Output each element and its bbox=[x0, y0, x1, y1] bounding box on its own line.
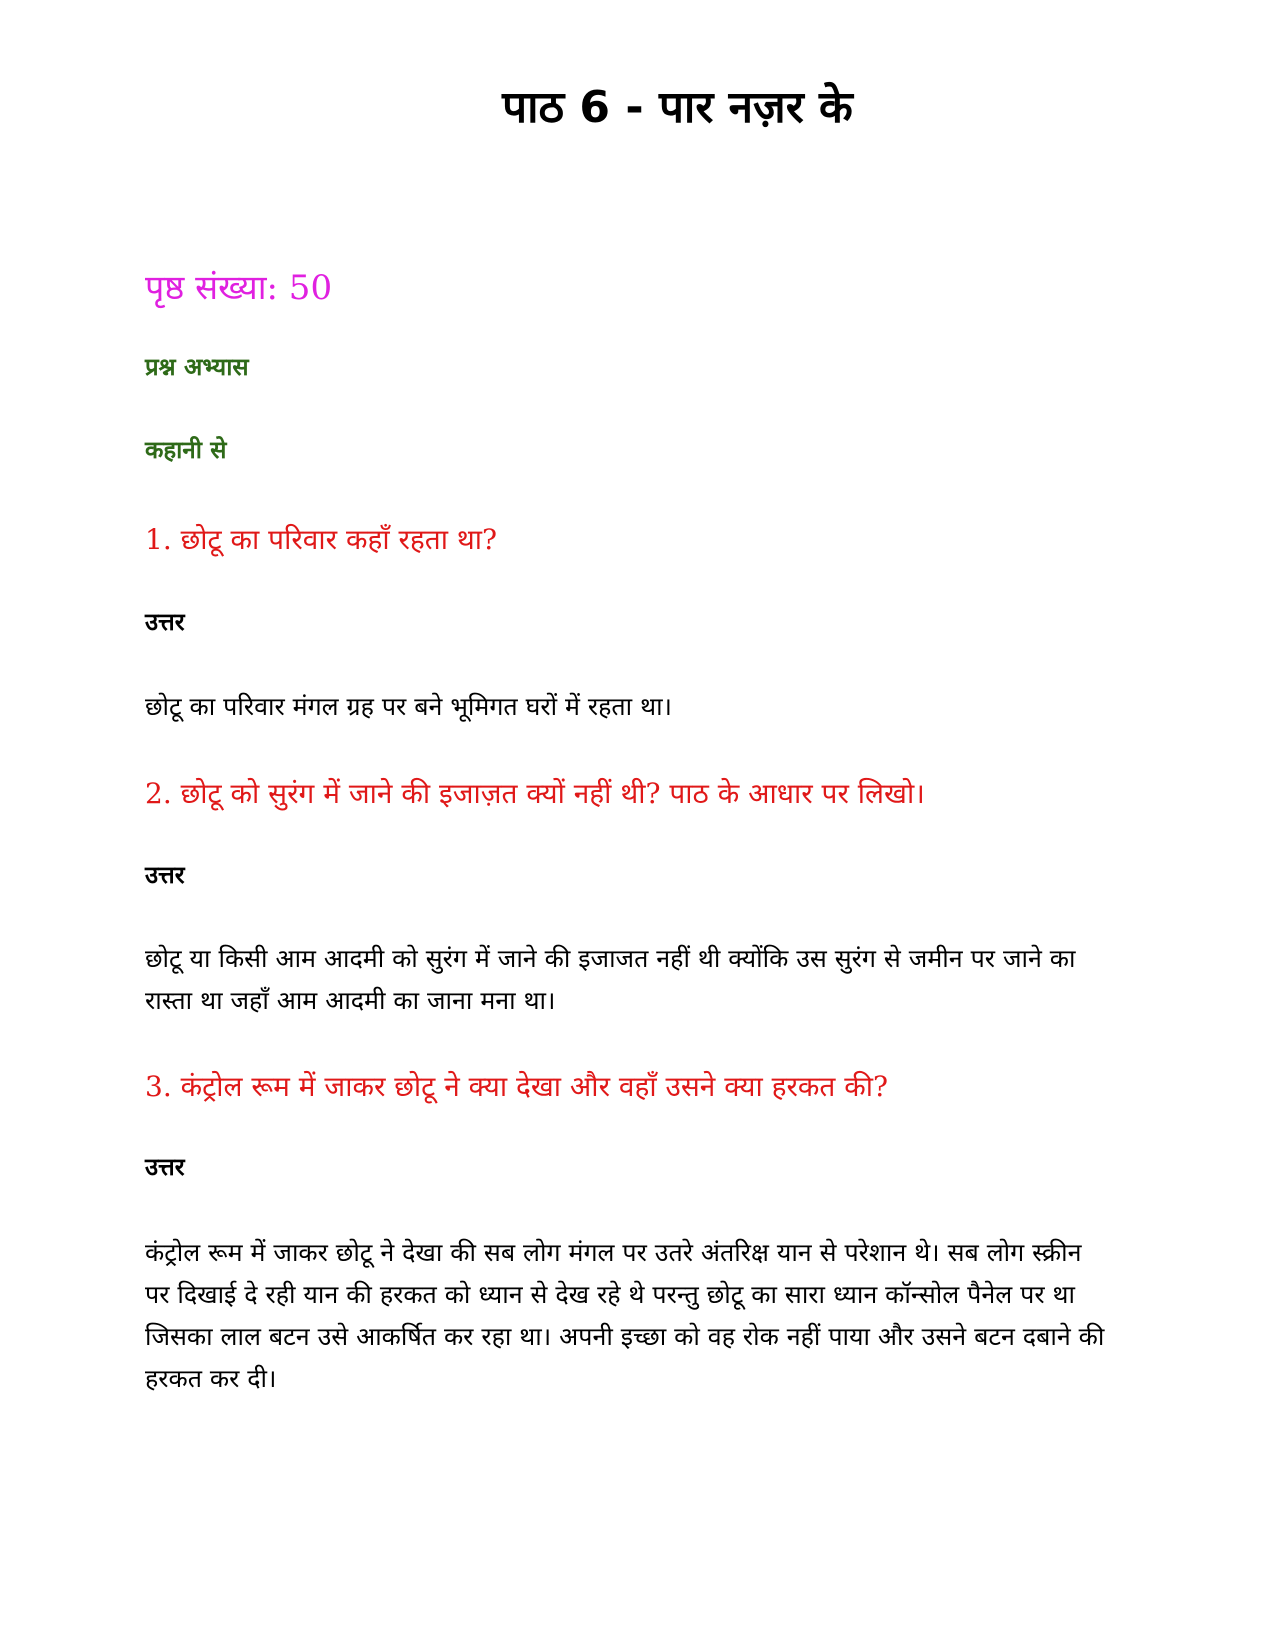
question-2: 2. छोटू को सुरंग में जाने की इजाज़त क्यों नहीं थी? पाठ के आधार पर लिखो। bbox=[145, 777, 925, 810]
section-heading-practice: प्रश्न अभ्यास bbox=[145, 352, 249, 381]
page-number-label: पृष्ठ संख्या: 50 bbox=[145, 268, 333, 308]
answer-label-1: उत्तर bbox=[145, 607, 185, 636]
answer-label-2: उत्तर bbox=[145, 860, 185, 889]
answer-1: छोटू का परिवार मंगल ग्रह पर बने भूमिगत घरों में रहता था। bbox=[145, 692, 673, 721]
answer-2: छोटू या किसी आम आदमी को सुरंग में जाने की इजाजत नहीं थी क्योंकि उस सुरंग से जमीन पर जाने का रास्ता था जहाँ आम आदमी का जाना मना था। bbox=[145, 944, 1076, 1015]
question-1: 1. छोटू का परिवार कहाँ रहता था? bbox=[145, 523, 498, 556]
section-heading-story: कहानी से bbox=[145, 435, 227, 464]
lesson-title: पाठ 6 - पार नज़र के bbox=[502, 82, 853, 133]
question-3: 3. कंट्रोल रूम में जाकर छोटू ने क्या देखा और वहाँ उसने क्या हरकत की? bbox=[145, 1070, 889, 1103]
answer-label-3: उत्तर bbox=[145, 1152, 185, 1181]
answer-3: कंट्रोल रूम में जाकर छोटू ने देखा की सब लोग मंगल पर उतरे अंतरिक्ष यान से परेशान थे। सब लोग स्क्रीन पर दिखाई दे रही यान की हरकत को ध्यान से देख रहे थे परन्तु छोटू का सारा ध्यान कॉन्सोल पैनेल पर था जिसका लाल बटन उसे आकर्षित कर रहा था। अपनी इच्छा को वह रोक नहीं पाया और उसने बटन दबाने की हरकत कर दी। bbox=[145, 1238, 1105, 1393]
